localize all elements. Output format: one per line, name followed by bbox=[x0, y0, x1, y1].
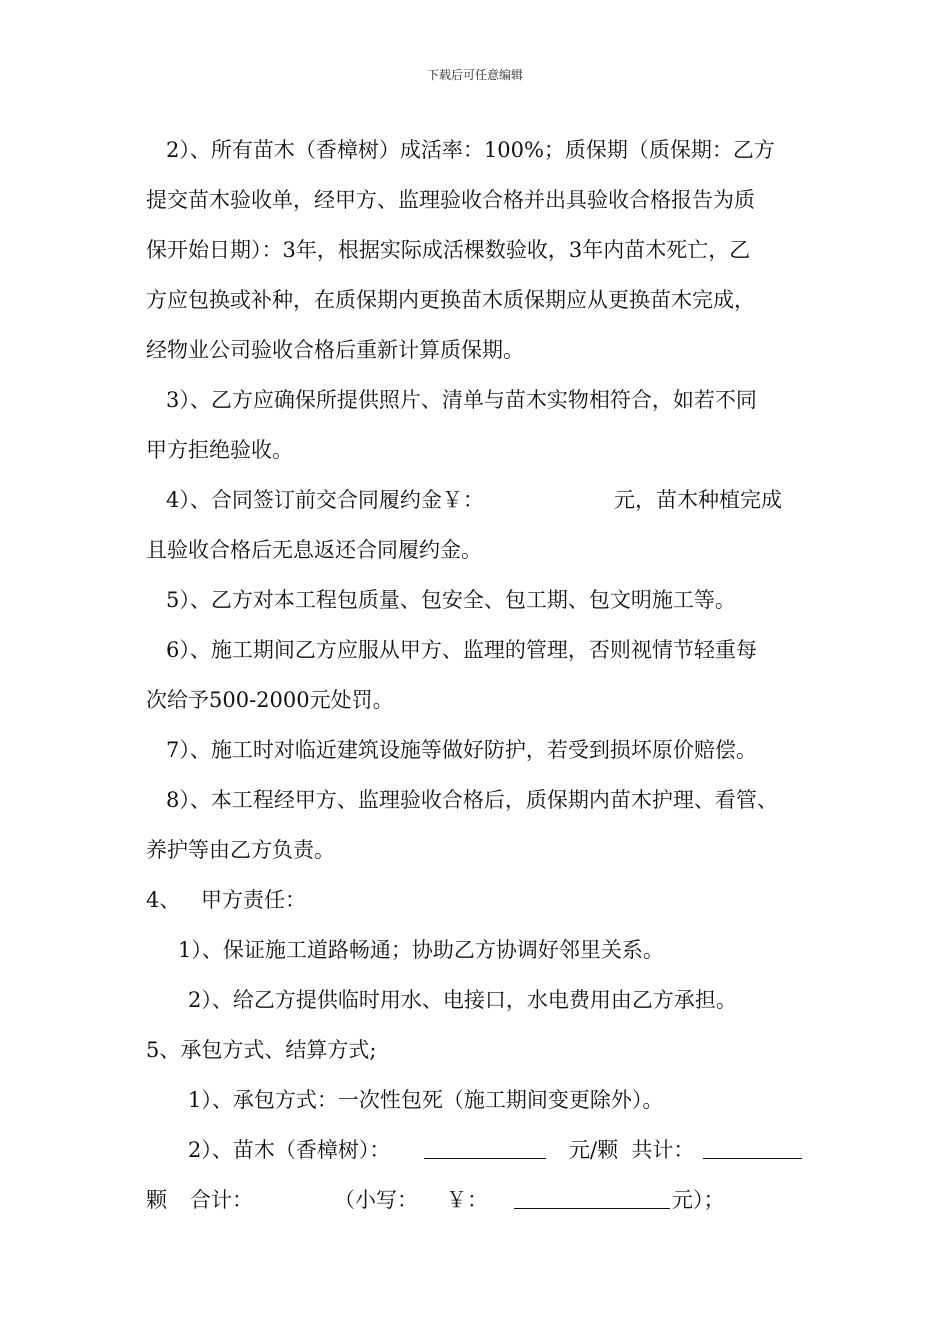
seedling-price-label: 2）、苗木（香樟树）： bbox=[188, 1138, 391, 1162]
total-count-blank[interactable] bbox=[703, 1158, 802, 1159]
party-a-duty-1: 1）、保证施工道路畅通；协助乙方协调好邻里关系。 bbox=[178, 938, 664, 962]
clause-4-line-1b: 元，苗木种植完成 bbox=[614, 488, 782, 512]
clause-6-line-2: 次给予500-2000元处罚。 bbox=[146, 688, 394, 712]
section-4-number: 4、 bbox=[146, 888, 181, 912]
clause-7-line: 7）、施工时对临近建筑设施等做好防护，若受到损坏原价赔偿。 bbox=[166, 738, 757, 762]
clause-4-line-1a: 4）、合同签订前交合同履约金￥： bbox=[166, 488, 484, 512]
clause-8-line-2: 养护等由乙方负责。 bbox=[146, 838, 335, 862]
clause-2-line-5: 经物业公司验收合格后重新计算质保期。 bbox=[146, 338, 524, 362]
yuan-symbol-label: ￥： bbox=[446, 1188, 488, 1212]
party-a-duty-2: 2）、给乙方提供临时用水、电接口，水电费用由乙方承担。 bbox=[188, 988, 737, 1012]
clause-2-line-3: 保开始日期）：3年，根据实际成活棵数验收，3年内苗木死亡，乙 bbox=[146, 238, 751, 262]
yuan-suffix: 元）； bbox=[672, 1188, 725, 1212]
section-5-heading: 5、承包方式、结算方式; bbox=[146, 1038, 377, 1062]
unit-price-blank[interactable] bbox=[424, 1158, 546, 1159]
clause-8-line-1: 8）、本工程经甲方、监理验收合格后，质保期内苗木护理、看管、 bbox=[166, 788, 778, 812]
unit-ke: 颗 bbox=[146, 1188, 167, 1212]
clause-3-line-2: 甲方拒绝验收。 bbox=[146, 438, 293, 462]
clause-2-line-4: 方应包换或补种，在质保期内更换苗木质保期应从更换苗木完成， bbox=[146, 288, 755, 312]
total-amount-blank[interactable] bbox=[514, 1208, 670, 1209]
clause-6-line-1: 6）、施工期间乙方应服从甲方、监理的管理，否则视情节轻重每 bbox=[166, 638, 757, 662]
contract-method: 1）、承包方式：一次性包死（施工期间变更除外）。 bbox=[188, 1088, 664, 1112]
clause-2-line-1: 2）、所有苗木（香樟树）成活率：100%；质保期（质保期：乙方 bbox=[166, 138, 775, 162]
total-label: 合计： bbox=[190, 1188, 253, 1212]
section-4-heading: 甲方责任： bbox=[201, 888, 306, 912]
page-header: 下载后可任意编辑 bbox=[426, 68, 523, 82]
clause-5-line: 5）、乙方对本工程包质量、包安全、包工期、包文明施工等。 bbox=[166, 588, 736, 612]
clause-2-line-2: 提交苗木验收单，经甲方、监理验收合格并出具验收合格报告为质 bbox=[146, 188, 755, 212]
clause-4-line-2: 且验收合格后无息返还合同履约金。 bbox=[146, 538, 482, 562]
total-count-label: 元/颗 共计： bbox=[569, 1138, 695, 1162]
clause-3-line-1: 3）、乙方应确保所提供照片、清单与苗木实物相符合，如若不同 bbox=[166, 388, 757, 412]
lowercase-label: （小写： bbox=[334, 1188, 418, 1212]
